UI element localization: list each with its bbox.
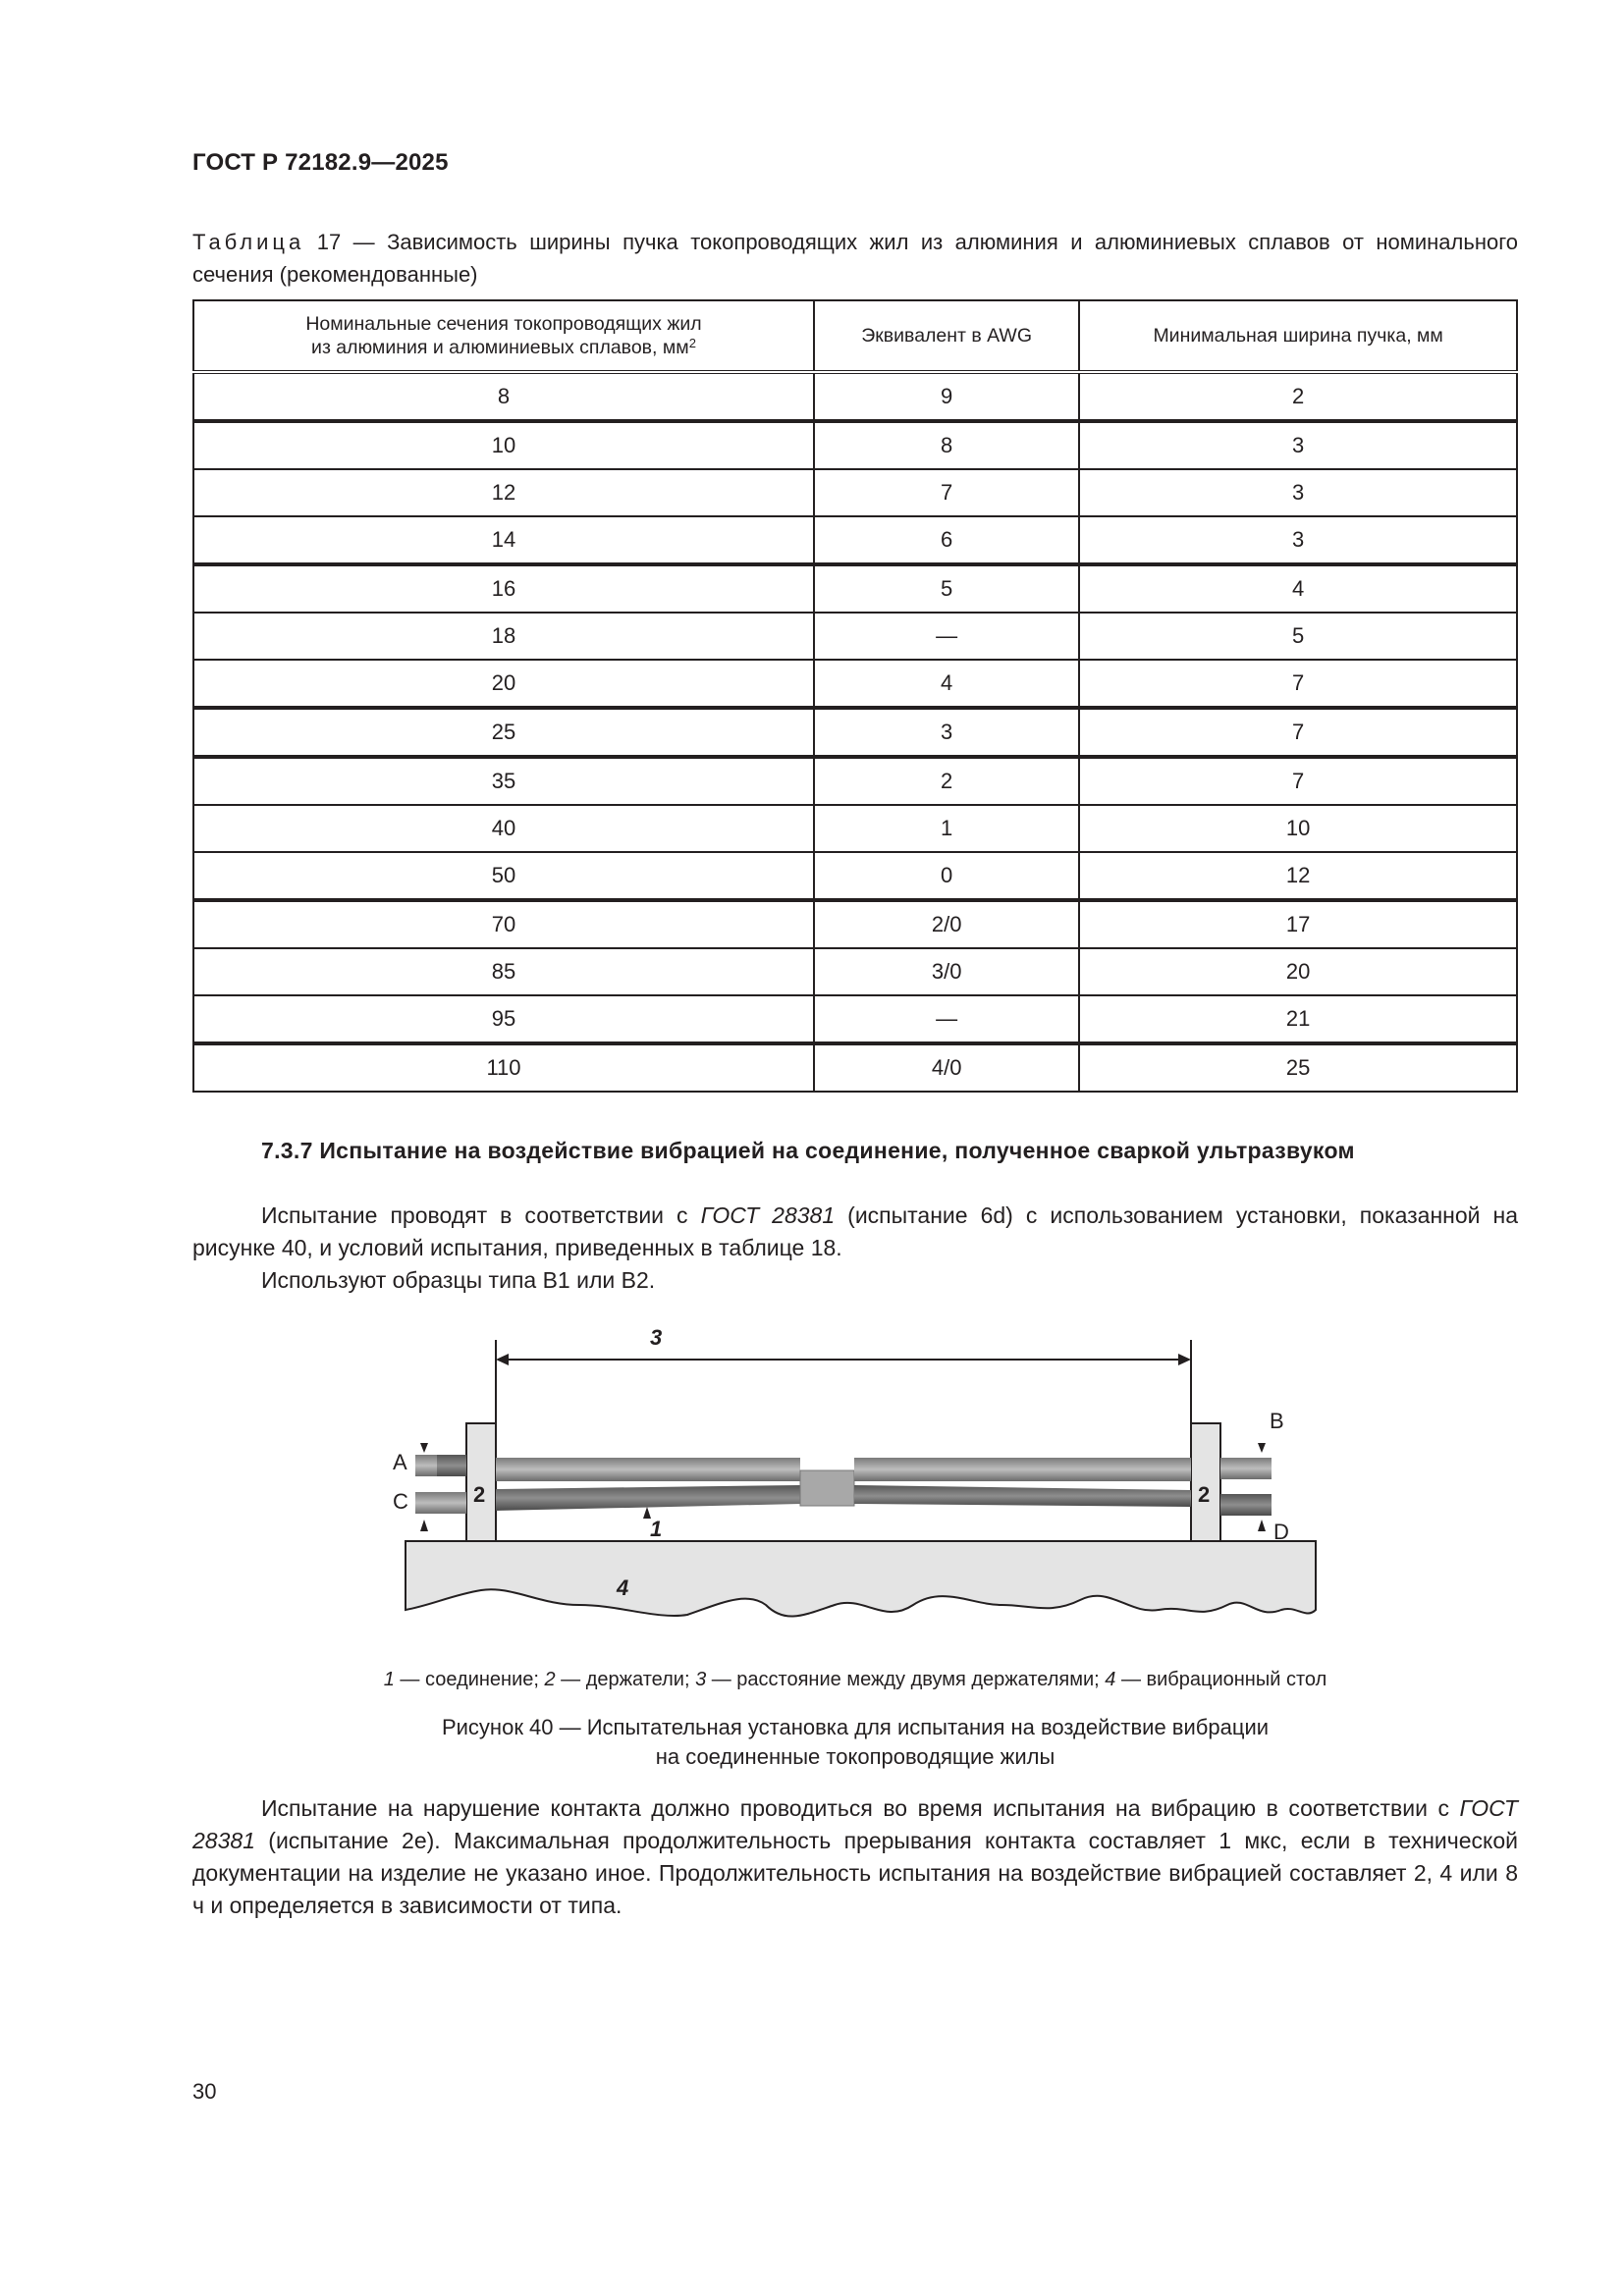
table-row: [193, 995, 1517, 1043]
cell-section: 18: [193, 613, 814, 660]
table-header-row: [193, 300, 1517, 372]
cell-awg: 2: [814, 757, 1079, 805]
table-row: [193, 948, 1517, 995]
table-row: [193, 900, 1517, 948]
cell-awg: 1: [814, 805, 1079, 852]
table-row: [193, 1043, 1517, 1092]
cell-section: 16: [193, 564, 814, 613]
cell-width: 7: [1079, 708, 1517, 757]
arrow-a-icon: [420, 1443, 428, 1453]
figure-legend: 1 — соединение; 2 — держатели; 3 — расстояние между двумя держателями; 4 — вибрационный стол: [383, 1669, 1327, 1690]
table-row: [193, 372, 1517, 421]
cell-awg: 3: [814, 708, 1079, 757]
cell-awg: 7: [814, 469, 1079, 516]
table-row: [193, 421, 1517, 469]
cell-width: 17: [1079, 900, 1517, 948]
table-row: [193, 613, 1517, 660]
table-caption: [192, 226, 1518, 291]
header-nominal-section: Номинальные сечения токопроводящих жил из алюминия и алюминиевых сплавов, $мм^2$: [193, 300, 814, 372]
table-caption-text: 17 — Зависимость ширины пучка токопроводящих жил из алюминия и алюминиевых сплавов от номинального сечения (рекомендованные): [192, 230, 1518, 287]
cell-width: 10: [1079, 805, 1517, 852]
label-holder-right: 2: [1198, 1482, 1211, 1507]
paragraph-test-method: Испытание проводят в соответствии с ГОСТ 28381 (испытание 6d) с использованием установки, показанной на рисунке 40, и условий испытания, приведенных в таблице 18.: [192, 1202, 1519, 1260]
label-a: A: [393, 1450, 407, 1474]
cell-awg: 9: [814, 372, 1079, 421]
cell-width: 12: [1079, 852, 1517, 900]
weld-joint: [800, 1470, 854, 1506]
awg-bundle-width-table: [192, 299, 1518, 1093]
cell-awg: 4/0: [814, 1043, 1079, 1092]
cell-width: 2: [1079, 372, 1517, 421]
cell-section: 14: [193, 516, 814, 564]
cell-awg: 5: [814, 564, 1079, 613]
cell-width: 5: [1079, 613, 1517, 660]
cell-awg: 0: [814, 852, 1079, 900]
cell-width: 25: [1079, 1043, 1517, 1092]
label-c: C: [393, 1489, 408, 1514]
cell-awg: 3/0: [814, 948, 1079, 995]
label-vibration-table: 4: [617, 1575, 629, 1600]
page-number: 30: [192, 2079, 217, 2104]
cell-section: 20: [193, 660, 814, 708]
cell-width: 7: [1079, 757, 1517, 805]
vibration-table: [406, 1541, 1316, 1617]
table-row: [193, 469, 1517, 516]
table-row: [193, 516, 1517, 564]
cell-section: 25: [193, 708, 814, 757]
cell-width: 21: [1079, 995, 1517, 1043]
document-id: ГОСТ Р 72182.9—2025: [192, 149, 449, 176]
cell-width: 7: [1079, 660, 1517, 708]
cell-section: 110: [193, 1043, 814, 1092]
table-row: [193, 708, 1517, 757]
cell-awg: 6: [814, 516, 1079, 564]
cell-width: 3: [1079, 516, 1517, 564]
cell-width: 3: [1079, 469, 1517, 516]
cell-width: 3: [1079, 421, 1517, 469]
cell-awg: 4: [814, 660, 1079, 708]
wires: [415, 1455, 1272, 1516]
figure-caption: Рисунок 40 — Испытательная установка для испытания на воздействие вибрации на соединенные токопроводящие жилы: [441, 1715, 1270, 1769]
label-b: B: [1270, 1409, 1284, 1433]
label-d: D: [1273, 1520, 1289, 1544]
arrow-c-icon: [420, 1520, 428, 1531]
cell-awg: 2/0: [814, 900, 1079, 948]
label-joint: 1: [650, 1517, 663, 1541]
arrow-d-icon: [1258, 1520, 1266, 1531]
cell-section: 12: [193, 469, 814, 516]
paragraph-contact-test: Испытание на нарушение контакта должно проводиться во время испытания на вибрацию в соответствии с ГОСТ 28381 (испытание 2е). Максимальная продолжительность прерывания контакта составляет 1 мкс, если в технической документации на изделие не указано иное. Продолжительность испытания на воздействие вибрацией составляет 2, 4 или 8 ч и определяется в зависимости от типа.: [192, 1795, 1518, 1918]
table-caption-prefix: Таблица: [192, 230, 305, 254]
cell-awg: —: [814, 613, 1079, 660]
cell-awg: 8: [814, 421, 1079, 469]
header-awg-equivalent: Эквивалент в AWG: [814, 300, 1079, 372]
table-row: [193, 660, 1517, 708]
cell-width: 20: [1079, 948, 1517, 995]
arrow-b-icon: [1258, 1443, 1266, 1453]
cell-section: 70: [193, 900, 814, 948]
cell-section: 50: [193, 852, 814, 900]
cell-section: 95: [193, 995, 814, 1043]
table-row: [193, 852, 1517, 900]
label-holder-left: 2: [473, 1482, 486, 1507]
header-min-bundle-width: Минимальная ширина пучка, мм: [1079, 300, 1517, 372]
paragraph-samples: Используют образцы типа B1 или B2.: [261, 1267, 656, 1293]
label-distance: 3: [650, 1325, 663, 1350]
cell-section: 40: [193, 805, 814, 852]
table-row: [193, 564, 1517, 613]
cell-awg: —: [814, 995, 1079, 1043]
cell-section: 85: [193, 948, 814, 995]
gost-reference-link: ГОСТ 28381: [192, 1795, 1518, 1853]
table-row: [193, 805, 1517, 852]
cell-section: 10: [193, 421, 814, 469]
vibration-test-setup-diagram: [393, 1310, 1326, 1634]
cell-section: 35: [193, 757, 814, 805]
gost-reference-link: ГОСТ 28381: [700, 1202, 836, 1228]
cell-width: 4: [1079, 564, 1517, 613]
section-heading: 7.3.7 Испытание на воздействие вибрацией на соединение, полученное сваркой ультразвуком: [261, 1138, 1355, 1163]
table-row: [193, 757, 1517, 805]
cell-section: 8: [193, 372, 814, 421]
